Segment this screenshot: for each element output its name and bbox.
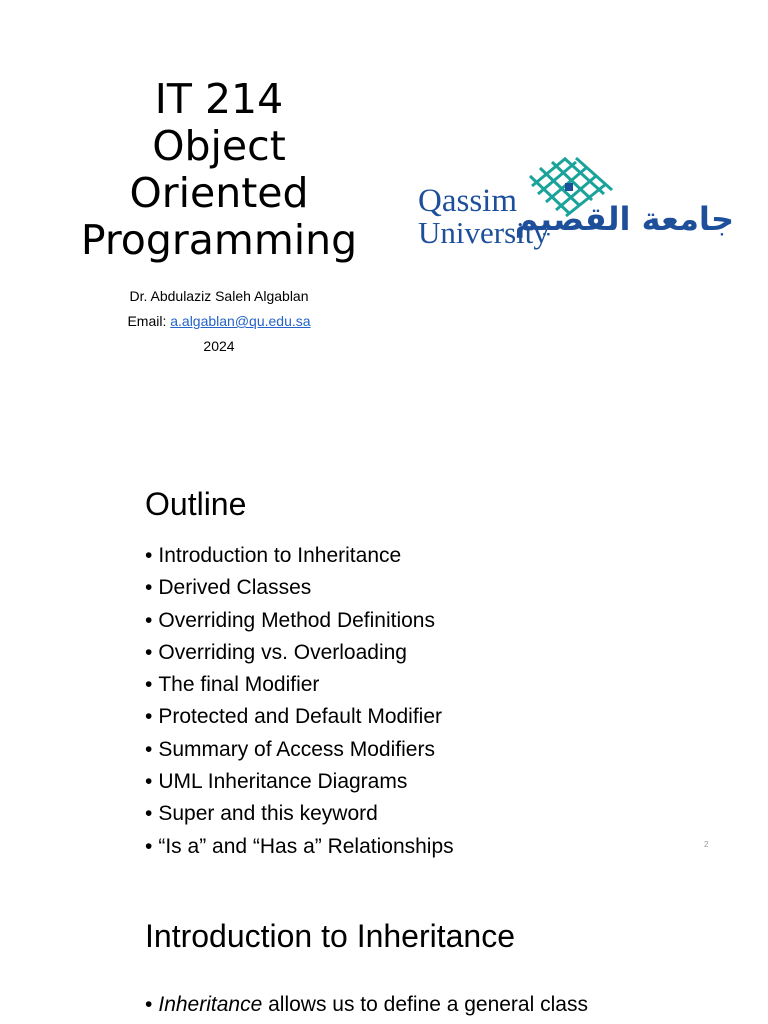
emphasis-term: Inheritance [158,993,263,1016]
list-item: • Overriding vs. Overloading [145,637,454,669]
title-line: Object [152,122,286,170]
logo-arabic-text: جامعة القصيم [514,200,734,238]
author-name: Dr. Abdulaziz Saleh Algablan [129,288,309,304]
list-item: • Protected and Default Modifier [145,701,454,733]
bullet-text: allows us to define a general class [262,993,588,1016]
content-list [145,989,588,1021]
list-item: • Derived Classes [145,572,454,604]
title-line: Oriented [129,169,309,217]
slide-heading: Outline [145,486,247,522]
list-item: • “Is a” and “Has a” Relationships [145,831,454,863]
list-item: • UML Inheritance Diagrams [145,766,454,798]
year: 2024 [203,338,235,354]
email-link[interactable]: a.algablan@qu.edu.sa [170,313,311,329]
author-info [70,284,368,359]
list-item: • Overriding Method Definitions [145,605,454,637]
list-item [145,989,588,1021]
list-item: • The final Modifier [145,669,454,701]
inheritance-slide [0,870,768,1024]
title-line: Programming [80,216,358,264]
list-item: • Introduction to Inheritance [145,540,454,572]
email-line [70,309,368,334]
logo-latin-line2: University [418,215,549,250]
list-item: • Super and this keyword [145,798,454,830]
logo-latin-line1: Qassim [418,183,517,219]
email-label: Email: [127,313,171,329]
outline-list [145,540,454,863]
university-logo [414,156,734,256]
title-slide [0,0,768,440]
page-number: 2 [704,840,709,849]
slide-heading: Introduction to Inheritance [145,918,516,954]
course-title [52,76,386,264]
title-line: IT 214 [154,75,284,123]
list-item: • Summary of Access Modifiers [145,734,454,766]
outline-slide [0,440,768,870]
